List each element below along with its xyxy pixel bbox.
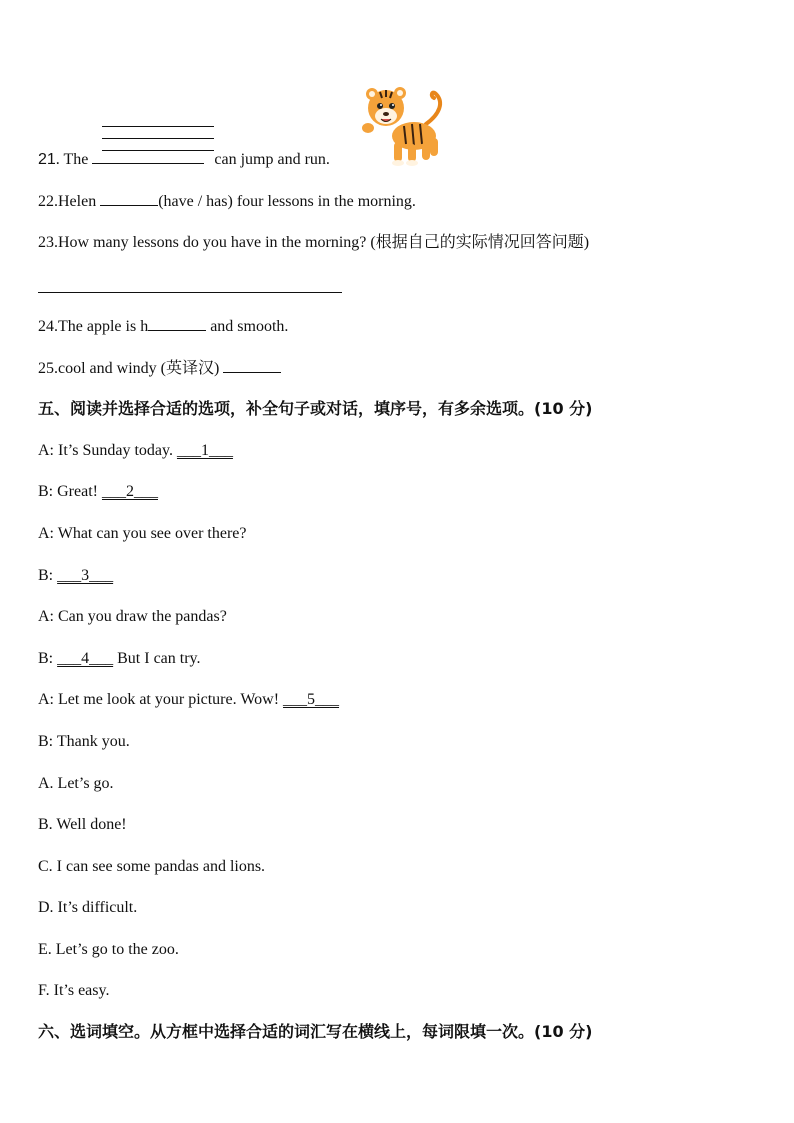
q25-prefix: 25.cool and windy (英译汉) [38, 360, 220, 377]
question-21 [38, 149, 330, 170]
dialogue-text: A: It’s Sunday today. [38, 442, 177, 459]
dialogue-text: B: [38, 650, 58, 667]
q22-after: (have / has) four lessons in the morning. [158, 193, 416, 210]
dialogue-line [38, 607, 227, 627]
dialogue-line [38, 732, 130, 752]
dialogue-blank-5[interactable]: ___5___ [283, 691, 340, 708]
question-24 [38, 316, 288, 337]
dialogue-text: B: Thank you. [38, 733, 130, 750]
q23-answer-line[interactable] [38, 292, 342, 293]
option-e: E. Let’s go to the zoo. [38, 941, 179, 958]
section-5-heading: 五、阅读并选择合适的选项，补全句子或对话，填序号，有多余选项。(10 分) [38, 399, 593, 418]
section-6-heading: 六、选词填空。从方框中选择合适的词汇写在横线上，每词限填一次。(10 分) [38, 1022, 593, 1041]
q21-dot: . [55, 151, 60, 168]
dialogue-line [38, 441, 233, 461]
q21-answer-blank[interactable] [92, 149, 204, 164]
dialogue-line [38, 690, 339, 710]
dialogue-line [38, 649, 201, 669]
option-f: F. It’s easy. [38, 982, 110, 999]
question-23: 23.How many lessons do you have in the morning? (根据自己的实际情况回答问题) [38, 234, 590, 251]
q24-after: and smooth. [210, 318, 289, 335]
option-c: C. I can see some pandas and lions. [38, 858, 266, 875]
option-b: B. Well done! [38, 816, 127, 833]
dialogue-blank-4[interactable]: ___4___ [57, 650, 114, 667]
q24-prefix: 24.The apple is h [38, 318, 149, 335]
q22-prefix: 22.Helen [38, 193, 97, 210]
question-22 [38, 191, 416, 212]
dialogue-blank-2[interactable]: ___2___ [101, 483, 158, 500]
dialogue-text: A: Can you draw the pandas? [38, 608, 227, 625]
q21-number: 21 [38, 151, 56, 168]
dialogue-line [38, 482, 158, 502]
dialogue-blank-3[interactable]: ___3___ [57, 567, 114, 584]
question-25 [38, 358, 281, 379]
dialogue-text: A: What can you see over there? [38, 525, 247, 542]
dialogue-line [38, 566, 113, 586]
dialogue-line [38, 524, 247, 544]
q24-answer-blank[interactable] [148, 316, 206, 331]
q21-after: can jump and run. [214, 151, 330, 168]
option-d: D. It’s difficult. [38, 899, 138, 916]
dialogue-suffix: But I can try. [113, 650, 201, 667]
tiger-image [360, 84, 452, 168]
dialogue-text: B: [38, 567, 58, 584]
q21-blank-line-2 [102, 138, 214, 139]
option-a: A. Let’s go. [38, 775, 114, 792]
q25-answer-blank[interactable] [223, 358, 281, 373]
q22-answer-blank[interactable] [100, 191, 158, 206]
dialogue-text: B: Great! [38, 483, 102, 500]
dialogue-text: A: Let me look at your picture. Wow! [38, 691, 284, 708]
q21-blank-line-1 [102, 126, 214, 127]
dialogue-blank-1[interactable]: ___1___ [176, 442, 233, 459]
q21-before: The [63, 151, 89, 168]
